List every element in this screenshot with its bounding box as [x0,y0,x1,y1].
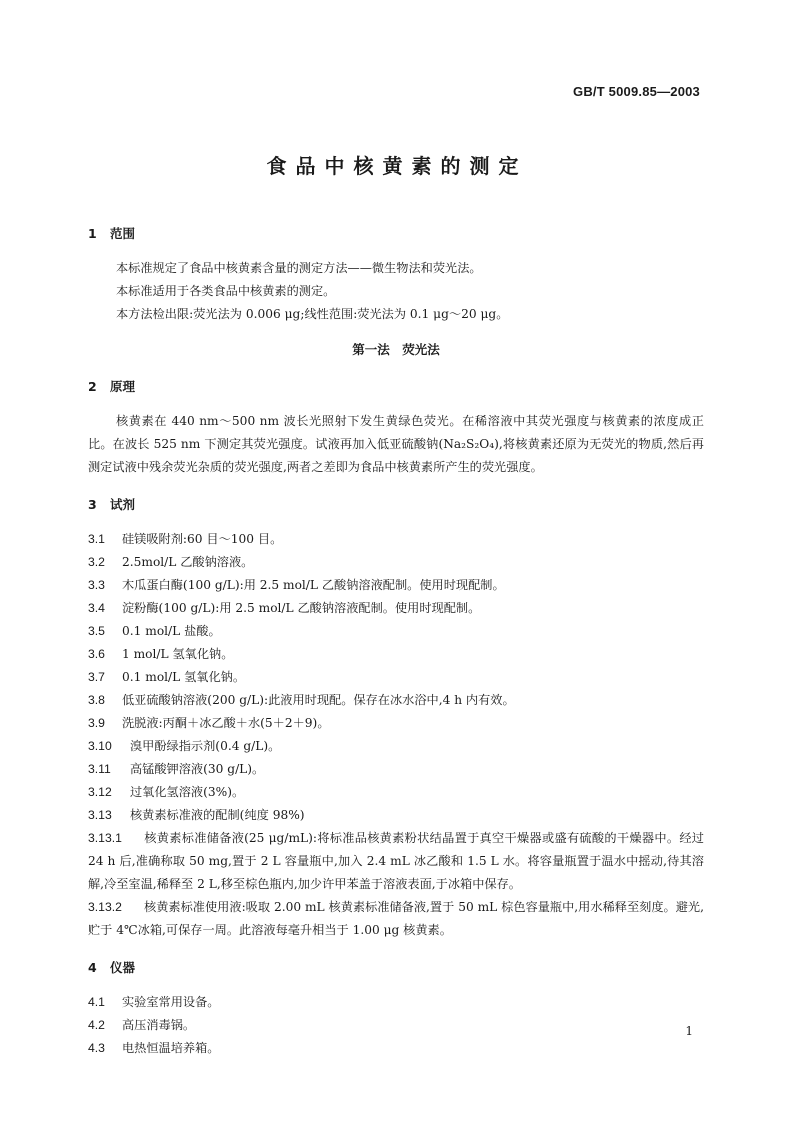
document-body [88,222,704,1060]
instrument-item: 4.2 高压消毒锅。 [88,1018,196,1032]
reagent-subitem: 3.13.1 核黄素标准储备液(25 μg/mL):将标准品核黄素粉状结晶置于真空干燥器或盛有硫酸的干燥器中。经过 24 h 后,准确称取 50 mg,置于 2 L 容量瓶中,加入 2.4 mL 冰乙酸和 1.5 L 水。将容量瓶置于温水中摇动,待其溶解,冷至室温,稀释至 2 L,移至棕色瓶内,加少许甲苯盖于溶液表面,于冰箱中保存。 [88,831,704,891]
instrument-item: 4.1 实验室常用设备。 [88,995,220,1009]
method-title: 第一法 荧光法 [352,342,440,357]
reagent-item: 3.4 淀粉酶(100 g/L):用 2.5 mol/L 乙酸钠溶液配制。使用时现配制。 [88,601,481,615]
instrument-item: 4.3 电热恒温培养箱。 [88,1041,220,1055]
reagent-item: 3.6 1 mol/L 氢氧化钠。 [88,647,234,661]
section-title: 范围 [110,226,136,241]
reagent-subitem: 3.13.2 核黄素标准使用液:吸取 2.00 mL 核黄素标准储备液,置于 50 mL 棕色容量瓶中,用水稀释至刻度。避光,贮于 4℃冰箱,可保存一周。此溶液每毫升相当于 1.00 μg 核黄素。 [88,900,704,937]
reagent-item: 3.1 硅镁吸附剂:60 目～100 目。 [88,532,283,546]
page-number: 1 [685,1024,693,1038]
reagent-item: 3.8 低亚硫酸钠溶液(200 g/L):此液用时现配。保存在冰水浴中,4 h 内有效。 [88,693,515,707]
reagent-item: 3.3 木瓜蛋白酶(100 g/L):用 2.5 mol/L 乙酸钠溶液配制。使用时现配制。 [88,578,505,592]
section-3-heading [88,493,704,516]
scope-line-1: 本标准规定了食品中核黄素含量的测定方法——微生物法和荧光法。 [116,261,482,275]
document-title: 食品中核黄素的测定 [266,154,528,178]
reagent-item: 3.9 洗脱液:丙酮＋冰乙酸＋水(5＋2＋9)。 [88,716,330,730]
reagent-item: 3.7 0.1 mol/L 氢氧化钠。 [88,670,246,684]
section-number: 3 [88,497,97,512]
reagent-item: 3.12 过氧化氢溶液(3%)。 [88,785,245,799]
section-1-heading [88,222,704,245]
reagent-item: 3.10 溴甲酚绿指示剂(0.4 g/L)。 [88,739,281,753]
section-number: 2 [88,379,97,394]
section-title: 原理 [110,379,136,394]
section-title: 试剂 [110,497,136,512]
section-4-heading [88,956,704,979]
section-title: 仪器 [110,960,136,975]
reagent-item: 3.2 2.5mol/L 乙酸钠溶液。 [88,555,254,569]
scope-line-3: 本方法检出限:荧光法为 0.006 μg;线性范围:荧光法为 0.1 μg～20 μg。 [116,307,509,321]
section-2-heading [88,375,704,398]
section-number: 1 [88,226,97,241]
reagent-item: 3.5 0.1 mol/L 盐酸。 [88,624,221,638]
reagent-item: 3.13 核黄素标准液的配制(纯度 98%) [88,808,305,822]
section-number: 4 [88,960,97,975]
scope-line-2: 本标准适用于各类食品中核黄素的测定。 [116,284,336,298]
reagent-item: 3.11 高锰酸钾溶液(30 g/L)。 [88,762,265,776]
standard-code: GB/T 5009.85—2003 [573,84,700,99]
principle-paragraph: 核黄素在 440 nm～500 nm 波长光照射下发生黄绿色荧光。在稀溶液中其荧光强度与核黄素的浓度成正比。在波长 525 nm 下测定其荧光强度。试液再加入低亚硫酸钠(Na₂S₂O₄),将核黄素还原为无荧光的物质,然后再测定试液中残余荧光杂质的荧光强度,两者之差即为食品中核黄素所产生的荧光强度。 [88,414,704,474]
